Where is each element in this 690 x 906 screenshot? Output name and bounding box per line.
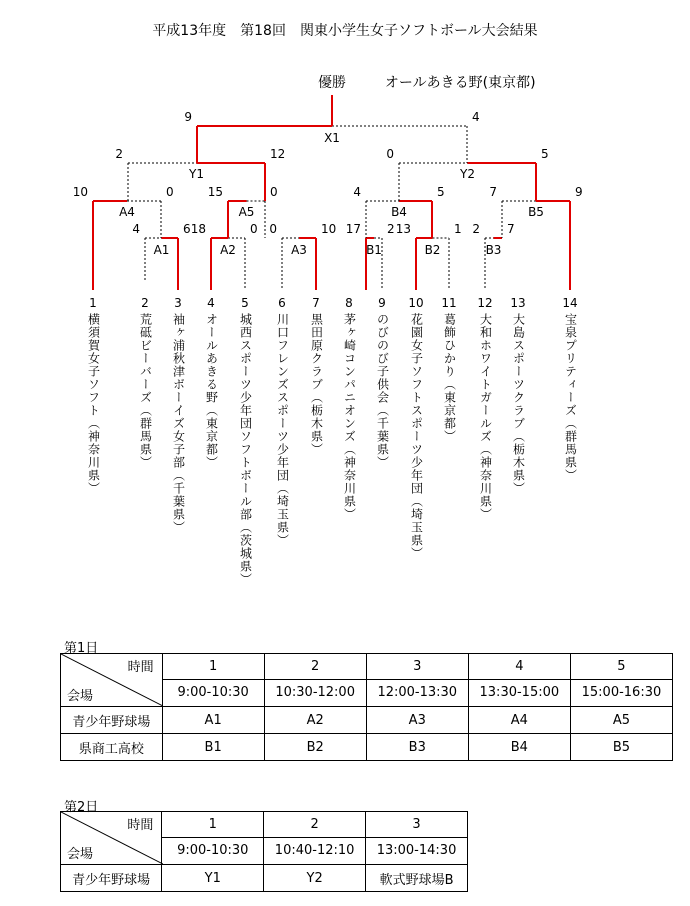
team-number: 5	[241, 296, 249, 310]
slot-number: 3	[366, 812, 467, 838]
team-name: のびのび子供会（千葉県）	[375, 313, 390, 469]
game-label: B5	[528, 205, 544, 219]
team-number: 14	[562, 296, 578, 310]
game-label: X1	[324, 131, 340, 145]
game-cell: Y2	[264, 865, 366, 892]
time-slot-header	[366, 654, 468, 707]
score-right: 7	[507, 222, 515, 236]
team-entry	[203, 296, 219, 469]
day2-label: 第2日	[64, 800, 99, 815]
team-name: 袖ヶ浦秋津ボーイズ女子部（千葉県）	[171, 313, 186, 534]
game-cell: B4	[468, 734, 570, 761]
game-cell: B3	[366, 734, 468, 761]
score-right: 0	[250, 222, 258, 236]
venue-header: 会場	[67, 689, 94, 704]
score-left: 0	[386, 147, 394, 161]
game-label: Y2	[460, 167, 475, 181]
team-entry	[85, 296, 101, 495]
team-name: 横須賀女子ソフト（神奈川県）	[86, 313, 101, 495]
time-slot-header	[570, 654, 672, 707]
score-right: 5	[437, 185, 445, 199]
day1-schedule-table	[60, 653, 673, 761]
tournament-bracket	[0, 0, 690, 300]
team-number: 13	[510, 296, 526, 310]
slot-number: 2	[265, 654, 366, 680]
slot-time: 9:00-10:30	[177, 843, 249, 858]
score-left: 9	[184, 110, 192, 124]
team-number: 10	[408, 296, 424, 310]
slot-time: 12:00-13:30	[377, 685, 458, 700]
game-cell: A2	[264, 707, 366, 734]
venue-cell: 青少年野球場	[61, 707, 163, 734]
team-entry	[308, 296, 324, 456]
team-name: 荒砥ビーバーズ（群馬県）	[138, 313, 153, 469]
slot-number: 1	[162, 812, 263, 838]
score-right: 1	[454, 222, 462, 236]
team-entry	[274, 296, 290, 547]
team-name: 大和ホワイトガールズ（神奈川県）	[478, 313, 493, 521]
day1-label: 第1日	[64, 641, 99, 656]
score-left: 4	[353, 185, 361, 199]
score-right: 5	[541, 147, 549, 161]
team-entry	[341, 296, 357, 521]
champion-label: 優勝	[318, 75, 346, 91]
game-cell: A1	[162, 707, 264, 734]
team-name: 川口フレンズスポーツ少年団（埼玉県）	[275, 313, 290, 547]
slot-number: 4	[469, 654, 570, 680]
team-entry	[510, 296, 526, 495]
slot-time: 10:30-12:00	[275, 685, 355, 700]
schedule-row	[61, 734, 673, 761]
game-cell: A4	[468, 707, 570, 734]
schedule-row	[61, 707, 673, 734]
schedule-row	[61, 865, 468, 892]
team-number: 7	[312, 296, 320, 310]
score-right: 2	[387, 222, 395, 236]
slot-number: 5	[571, 654, 672, 680]
score-right: 10	[321, 222, 337, 236]
time-slot-header	[468, 654, 570, 707]
team-number: 12	[477, 296, 493, 310]
team-name: 大島スポーツクラブ（栃木県）	[511, 313, 526, 495]
game-label: B4	[391, 205, 407, 219]
team-number: 1	[89, 296, 97, 310]
time-header: 時間	[127, 818, 154, 833]
score-right: 0	[166, 185, 174, 199]
game-cell: B5	[570, 734, 672, 761]
team-number: 2	[141, 296, 149, 310]
score-left: 15	[207, 185, 223, 199]
day2-schedule-table	[60, 811, 468, 892]
score-left: 10	[72, 185, 88, 199]
team-number: 9	[378, 296, 386, 310]
game-label: A2	[220, 243, 236, 257]
game-cell: B1	[162, 734, 264, 761]
score-left: 0	[269, 222, 277, 236]
team-number: 6	[278, 296, 286, 310]
slot-time: 9:00-10:30	[177, 685, 249, 700]
venue-cell: 青少年野球場	[61, 865, 162, 892]
game-label: B2	[424, 243, 441, 257]
team-name: 宝泉プリティーズ（群馬県）	[563, 313, 578, 482]
champion-team: オールあきる野(東京都)	[384, 75, 536, 91]
page-title: 平成13年度 第18回 関東小学生女子ソフトボール大会結果	[152, 23, 538, 39]
game-label: A4	[119, 205, 135, 219]
score-left: 4	[132, 222, 140, 236]
team-entry	[477, 296, 493, 521]
game-label: A5	[238, 205, 255, 219]
slot-time: 15:00-16:30	[581, 685, 662, 700]
score-right: 6	[183, 222, 191, 236]
time-slot-header	[162, 812, 264, 865]
game-label: B1	[366, 243, 382, 257]
team-entry	[374, 296, 390, 469]
day1-corner-header	[61, 654, 163, 707]
game-label: B3	[485, 243, 502, 257]
team-entry	[170, 296, 186, 534]
time-slot-header	[366, 812, 468, 865]
team-number: 4	[207, 296, 215, 310]
score-left: 2	[472, 222, 480, 236]
team-name: 黒田原クラブ（栃木県）	[309, 313, 324, 456]
team-name: 城西スポーツ少年団ソフトボール部（茨城県）	[238, 313, 253, 586]
game-label: A1	[153, 243, 170, 257]
score-left: 7	[489, 185, 497, 199]
slot-number: 1	[163, 654, 264, 680]
team-name: 葛飾ひかり（東京都）	[442, 313, 457, 443]
game-cell: B2	[264, 734, 366, 761]
team-name: 茅ヶ崎コンパニオンズ（神奈川県）	[342, 313, 357, 521]
time-slot-header	[264, 812, 366, 865]
team-entry	[562, 296, 578, 482]
slot-number: 3	[367, 654, 468, 680]
game-cell: Y1	[162, 865, 264, 892]
score-left: 17	[345, 222, 361, 236]
game-cell: A5	[570, 707, 672, 734]
team-entry	[137, 296, 153, 469]
venue-cell: 県商工高校	[61, 734, 163, 761]
time-slot-header	[162, 654, 264, 707]
team-name: 花園女子ソフトスポーツ少年団（埼玉県）	[409, 313, 424, 560]
score-right: 12	[270, 147, 286, 161]
score-left: 13	[395, 222, 411, 236]
game-cell: A3	[366, 707, 468, 734]
score-right: 9	[575, 185, 583, 199]
venue-header: 会場	[67, 847, 94, 862]
team-entry	[408, 296, 424, 560]
team-number: 3	[174, 296, 182, 310]
time-slot-header	[264, 654, 366, 707]
team-entry	[441, 296, 457, 443]
team-number: 11	[441, 296, 457, 310]
game-cell: 軟式野球場B	[366, 865, 468, 892]
score-right: 0	[270, 185, 278, 199]
team-name: オールあきる野（東京都）	[204, 313, 219, 469]
slot-number: 2	[264, 812, 365, 838]
game-label: Y1	[189, 167, 204, 181]
game-label: A3	[291, 243, 307, 257]
day2-corner-header	[61, 812, 162, 865]
slot-time: 13:30-15:00	[479, 685, 560, 700]
score-left: 2	[115, 147, 123, 161]
score-right: 4	[472, 110, 480, 124]
slot-time: 13:00-14:30	[376, 843, 457, 858]
team-number: 8	[345, 296, 353, 310]
time-header: 時間	[127, 660, 154, 675]
score-left: 18	[190, 222, 206, 236]
slot-time: 10:40-12:10	[274, 843, 355, 858]
team-entry	[237, 296, 253, 586]
